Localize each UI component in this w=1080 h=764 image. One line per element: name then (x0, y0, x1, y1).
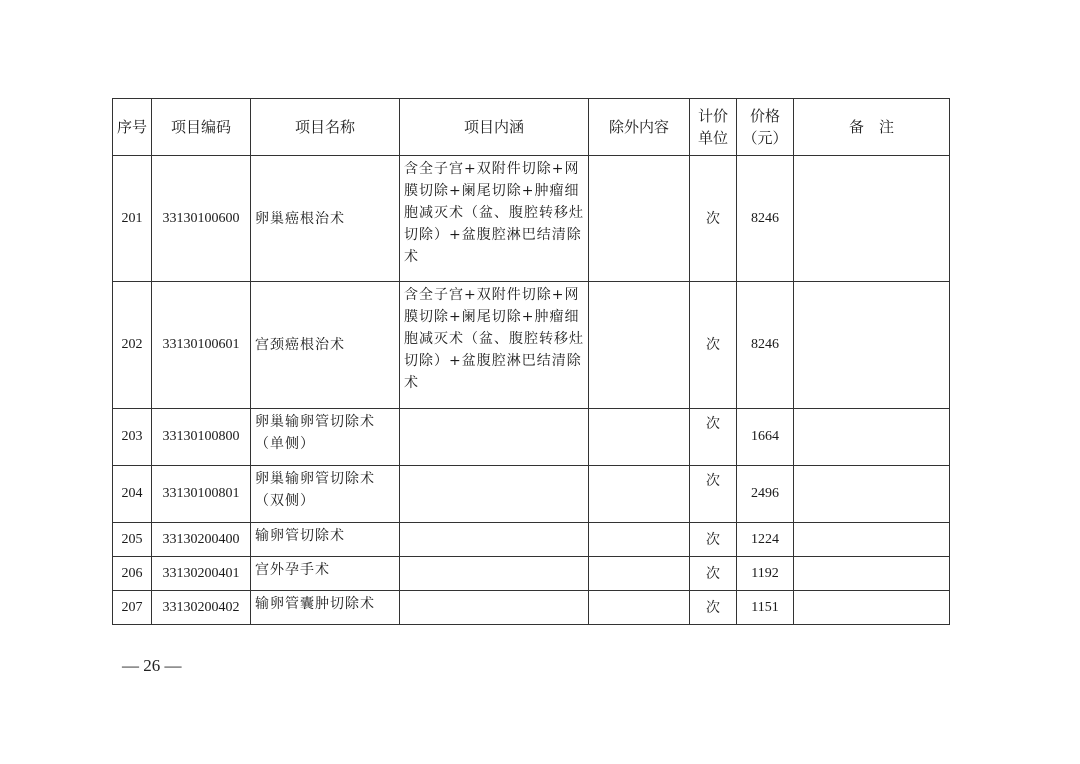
cell-exclude (589, 156, 690, 282)
cell-name: 卵巢输卵管切除术（双侧） (251, 466, 400, 523)
cell-price: 1224 (737, 523, 794, 557)
cell-exclude (589, 591, 690, 625)
header-code: 项目编码 (152, 99, 251, 156)
cell-content (400, 557, 589, 591)
cell-seq: 205 (113, 523, 152, 557)
cell-exclude (589, 557, 690, 591)
cell-seq: 206 (113, 557, 152, 591)
cell-unit: 次 (690, 557, 737, 591)
cell-code: 33130200400 (152, 523, 251, 557)
cell-seq: 201 (113, 156, 152, 282)
cell-code: 33130200402 (152, 591, 251, 625)
cell-content: 含全子宫+双附件切除+网膜切除+阑尾切除+肿瘤细胞减灭术（盆、腹腔转移灶切除）+盆腹腔淋巴结清除术 (400, 282, 589, 409)
table-row (113, 156, 950, 282)
table-row (113, 523, 950, 557)
cell-seq: 207 (113, 591, 152, 625)
cell-unit: 次 (690, 409, 737, 466)
header-seq: 序号 (113, 99, 152, 156)
price-table (112, 98, 950, 625)
cell-remark (794, 466, 950, 523)
header-unit-line2: 单位 (697, 129, 728, 147)
cell-price: 2496 (737, 466, 794, 523)
cell-remark (794, 156, 950, 282)
table-row (113, 282, 950, 409)
cell-price: 1664 (737, 409, 794, 466)
cell-unit: 次 (690, 591, 737, 625)
cell-name: 输卵管囊肿切除术 (251, 591, 400, 625)
cell-remark (794, 282, 950, 409)
cell-price: 8246 (737, 282, 794, 409)
cell-name: 输卵管切除术 (251, 523, 400, 557)
cell-name: 卵巢输卵管切除术（单侧） (251, 409, 400, 466)
table-row (113, 409, 950, 466)
cell-unit: 次 (690, 282, 737, 409)
cell-seq: 202 (113, 282, 152, 409)
table-row (113, 557, 950, 591)
cell-code: 33130200401 (152, 557, 251, 591)
header-name: 项目名称 (251, 99, 400, 156)
cell-name: 宫外孕手术 (251, 557, 400, 591)
header-unit (690, 99, 737, 156)
header-price (737, 99, 794, 156)
table-row (113, 466, 950, 523)
table-row (113, 591, 950, 625)
cell-code: 33130100601 (152, 282, 251, 409)
cell-name: 宫颈癌根治术 (251, 282, 400, 409)
cell-code: 33130100800 (152, 409, 251, 466)
cell-unit: 次 (690, 523, 737, 557)
cell-remark (794, 523, 950, 557)
cell-remark (794, 557, 950, 591)
header-price-line1: 价格 (749, 107, 780, 125)
header-exclude: 除外内容 (589, 99, 690, 156)
cell-code: 33130100801 (152, 466, 251, 523)
cell-unit: 次 (690, 156, 737, 282)
cell-content (400, 409, 589, 466)
cell-price: 1151 (737, 591, 794, 625)
cell-content: 含全子宫+双附件切除+网膜切除+阑尾切除+肿瘤细胞减灭术（盆、腹腔转移灶切除）+盆腹腔淋巴结清除术 (400, 156, 589, 282)
cell-name: 卵巢癌根治术 (251, 156, 400, 282)
cell-price: 8246 (737, 156, 794, 282)
cell-exclude (589, 466, 690, 523)
cell-content (400, 591, 589, 625)
header-remark: 备 注 (794, 99, 950, 156)
header-price-line2: （元） (742, 129, 788, 147)
cell-content (400, 466, 589, 523)
cell-price: 1192 (737, 557, 794, 591)
cell-exclude (589, 523, 690, 557)
cell-exclude (589, 282, 690, 409)
header-content: 项目内涵 (400, 99, 589, 156)
page-number: — 26 — (122, 656, 182, 675)
cell-unit: 次 (690, 466, 737, 523)
cell-seq: 204 (113, 466, 152, 523)
cell-seq: 203 (113, 409, 152, 466)
cell-code: 33130100600 (152, 156, 251, 282)
cell-remark (794, 591, 950, 625)
cell-remark (794, 409, 950, 466)
header-unit-line1: 计价 (697, 107, 728, 125)
table-header-row (113, 99, 950, 156)
cell-content (400, 523, 589, 557)
cell-exclude (589, 409, 690, 466)
